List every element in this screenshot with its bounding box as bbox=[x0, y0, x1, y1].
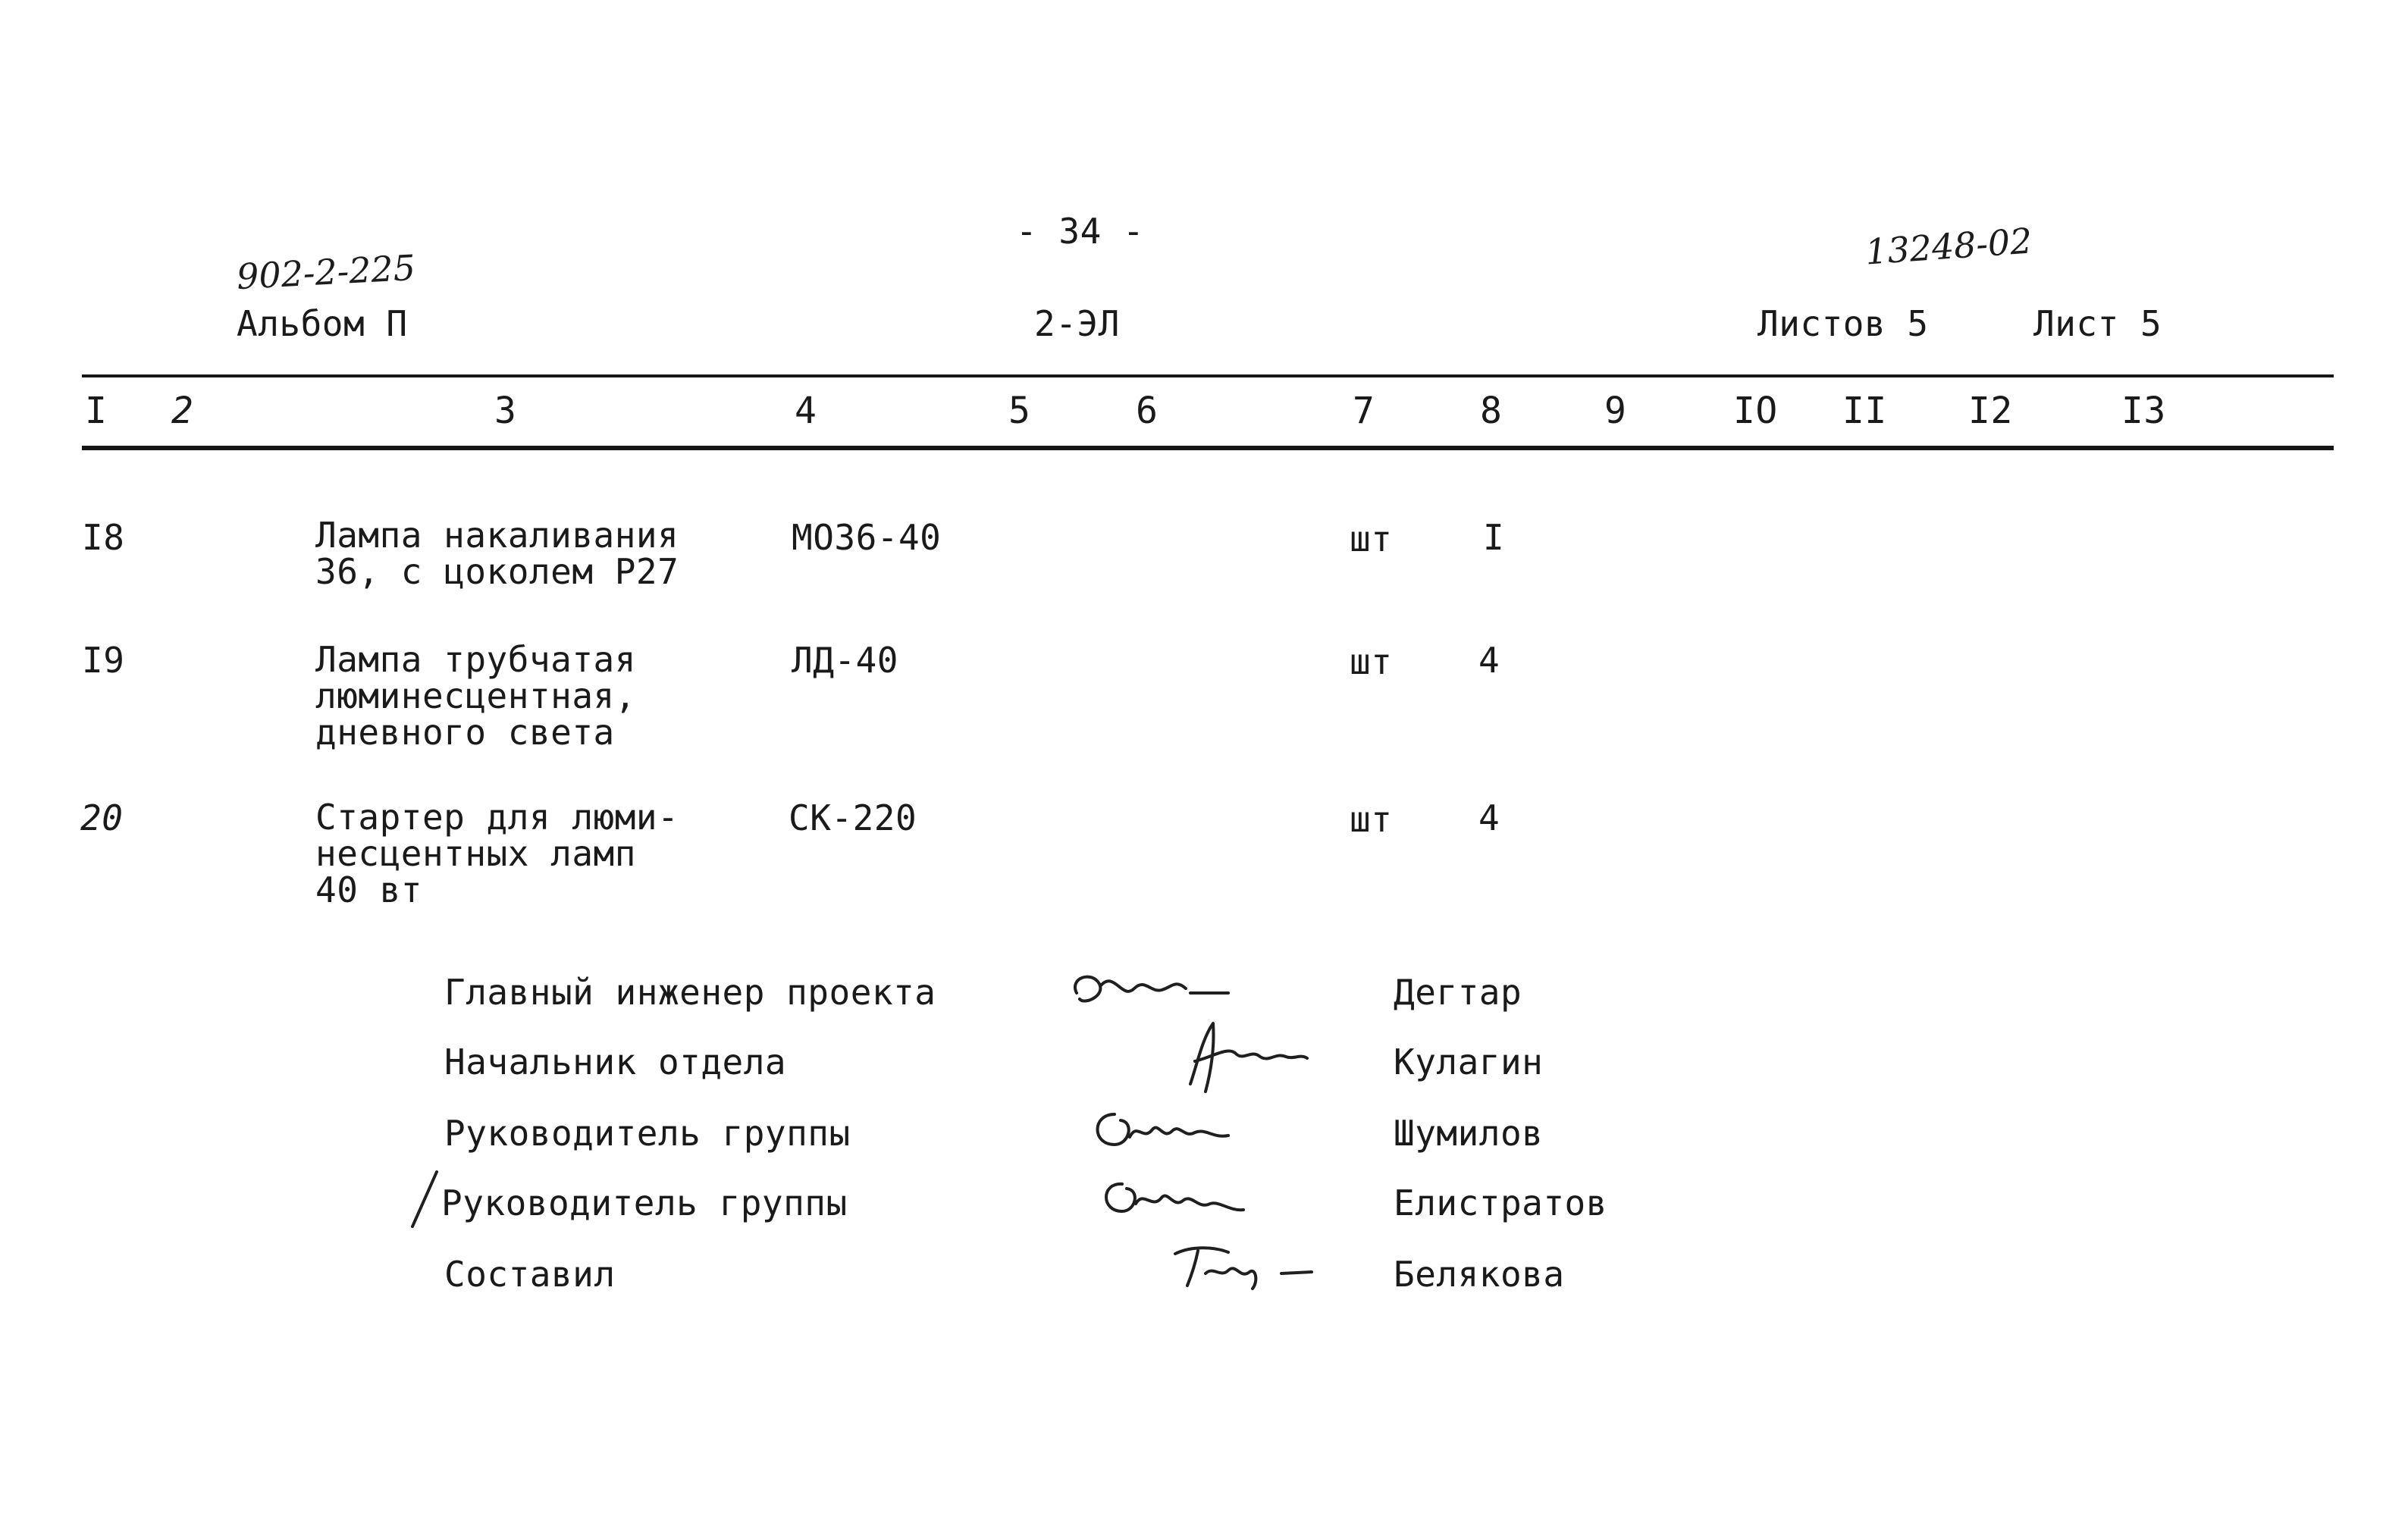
signer-name: Дегтар bbox=[1394, 972, 1522, 1013]
column-header: I3 bbox=[2121, 390, 2166, 432]
column-header: 6 bbox=[1136, 390, 1159, 432]
table-top-rule bbox=[82, 374, 2334, 377]
signature-role: Начальник отдела bbox=[444, 1042, 787, 1082]
row-item-name: Стартер для люми- несцентных ламп 40 вт bbox=[315, 797, 679, 910]
column-header: I bbox=[85, 390, 108, 432]
row-unit: шт bbox=[1350, 799, 1393, 840]
signature-role: Составил bbox=[444, 1254, 616, 1295]
handwritten-signature bbox=[1168, 1236, 1334, 1296]
signature-role: Руководитель группы bbox=[441, 1183, 848, 1223]
column-header: 2 bbox=[171, 390, 194, 432]
row-quantity: 4 bbox=[1478, 640, 1500, 681]
row-item-name: Лампа трубчатая люминесцентная, дневного света bbox=[315, 639, 636, 753]
column-header: 8 bbox=[1480, 390, 1503, 432]
column-header: 9 bbox=[1604, 390, 1627, 432]
row-item-name: Лампа накаливания 36, с цоколем Р27 bbox=[315, 515, 679, 592]
handwritten-slash-mark bbox=[406, 1167, 444, 1236]
handwritten-signature bbox=[1084, 1099, 1251, 1160]
row-unit: шт bbox=[1350, 518, 1393, 559]
page-number: - 34 - bbox=[1016, 211, 1145, 252]
table-header-rule bbox=[82, 446, 2334, 450]
row-unit: шт bbox=[1350, 641, 1393, 682]
project-code-handwritten: 902-2-225 bbox=[235, 246, 417, 298]
column-header: I2 bbox=[1968, 390, 2013, 432]
document-mark: 2-ЭЛ bbox=[1034, 303, 1120, 344]
column-header: 7 bbox=[1353, 390, 1375, 432]
sheets-total: Листов 5 bbox=[1757, 303, 1929, 344]
signer-name: Шумилов bbox=[1394, 1113, 1544, 1154]
column-header: 4 bbox=[795, 390, 817, 432]
handwritten-signature bbox=[1168, 1016, 1319, 1099]
signature-role: Главный инженер проекта bbox=[444, 972, 936, 1013]
column-header: IO bbox=[1733, 390, 1778, 432]
row-item-type: ЛД-40 bbox=[792, 640, 898, 681]
row-quantity: 4 bbox=[1478, 797, 1500, 838]
sheet-number: Лист 5 bbox=[2033, 303, 2162, 344]
signer-name: Кулагин bbox=[1394, 1042, 1544, 1082]
handwritten-signature bbox=[1061, 963, 1243, 1016]
row-position: I9 bbox=[82, 640, 125, 681]
column-header: II bbox=[1842, 390, 1887, 432]
signer-name: Белякова bbox=[1394, 1254, 1565, 1295]
column-header: 5 bbox=[1008, 390, 1031, 432]
signer-name: Елистратов bbox=[1394, 1183, 1607, 1223]
inventory-code-handwritten: 13248-02 bbox=[1864, 220, 2034, 273]
row-quantity: I bbox=[1483, 517, 1505, 558]
row-item-type: МО36-40 bbox=[792, 517, 942, 558]
album-label: Альбом П bbox=[237, 303, 408, 344]
row-position: I8 bbox=[82, 517, 125, 558]
row-item-type: СК-220 bbox=[789, 797, 917, 838]
handwritten-signature bbox=[1092, 1167, 1259, 1228]
row-position: 20 bbox=[80, 797, 124, 838]
signature-role: Руководитель группы bbox=[444, 1113, 851, 1154]
column-header: 3 bbox=[494, 390, 517, 432]
